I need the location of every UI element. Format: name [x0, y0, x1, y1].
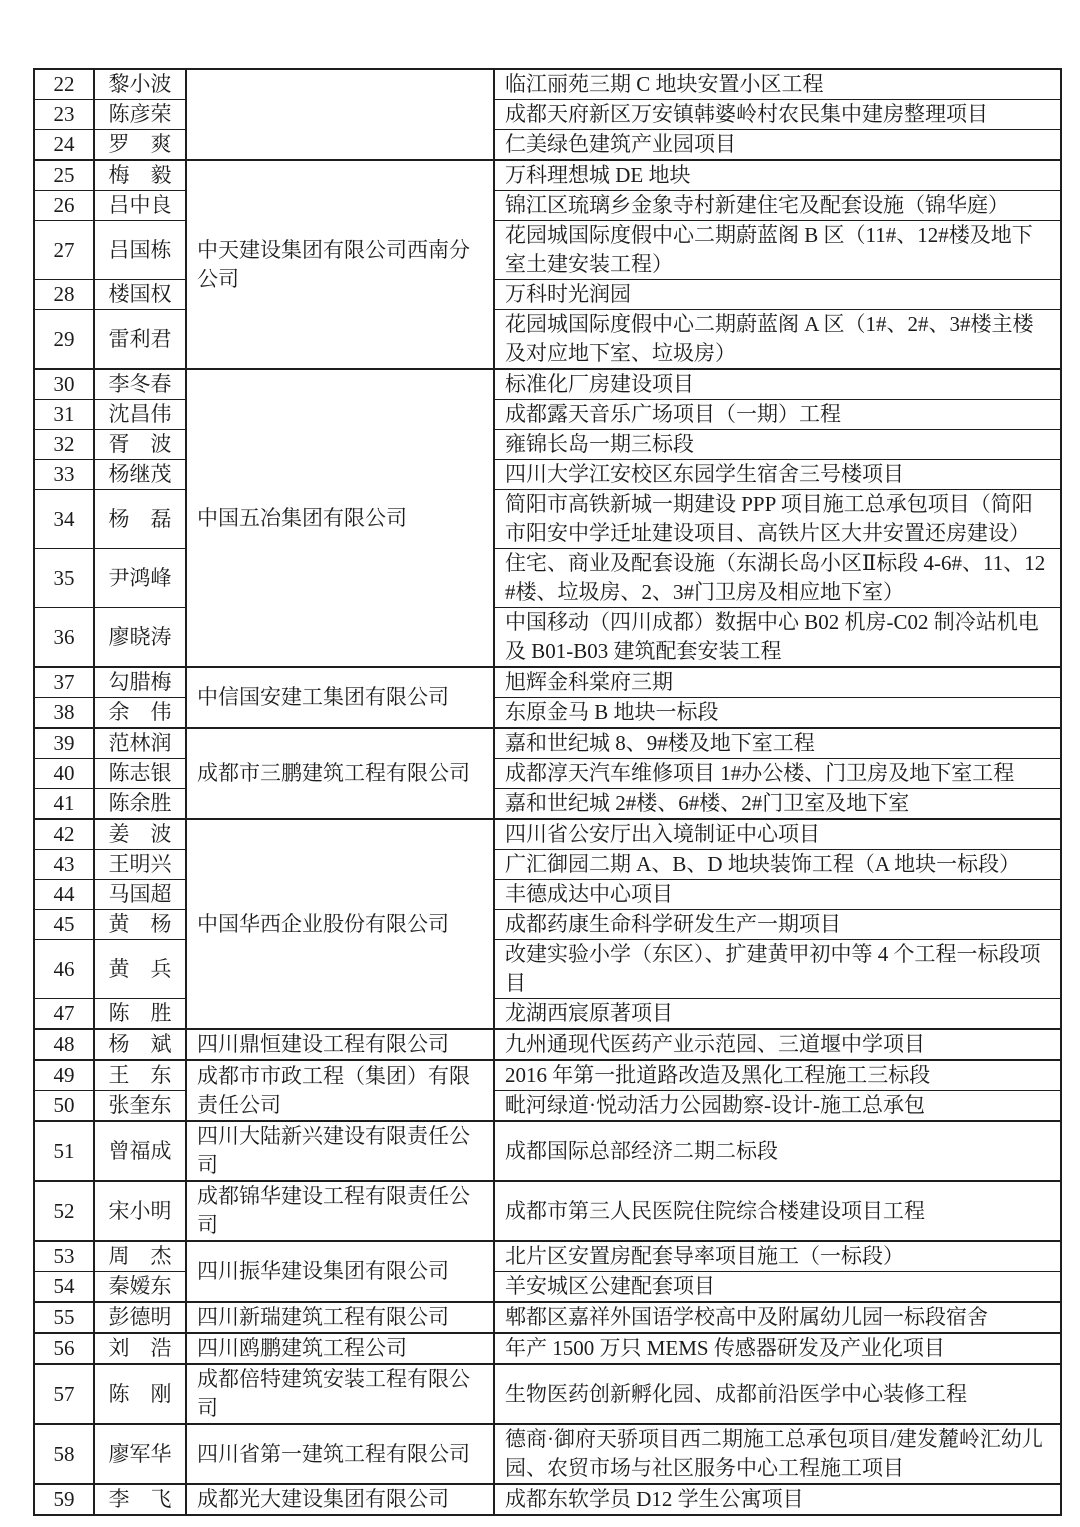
row-number-cell: 23: [34, 100, 94, 130]
name-cell: 刘 浩: [94, 1333, 186, 1364]
project-cell: 丰德成达中心项目: [494, 880, 1061, 910]
row-number-cell: 52: [34, 1181, 94, 1241]
name-cell: 曾福成: [94, 1121, 186, 1181]
company-cell: 四川新瑞建筑工程有限公司: [186, 1302, 494, 1333]
row-number-cell: 44: [34, 880, 94, 910]
table-row: [34, 1181, 1061, 1241]
project-cell: 年产 1500 万只 MEMS 传感器研发及产业化项目: [494, 1333, 1061, 1364]
table-row: [34, 69, 1061, 100]
row-number-cell: 51: [34, 1121, 94, 1181]
project-cell: 简阳市高铁新城一期建设 PPP 项目施工总承包项目（简阳市阳安中学迁址建设项目、高铁片区大井安置还房建设）: [494, 490, 1061, 549]
company-cell: 四川大陆新兴建设有限责任公司: [186, 1121, 494, 1181]
company-cell: 成都锦华建设工程有限责任公司: [186, 1181, 494, 1241]
project-cell: 中国移动（四川成都）数据中心 B02 机房-C02 制冷站机电及 B01-B03 建筑配套安装工程: [494, 608, 1061, 668]
table-row: [34, 667, 1061, 698]
roster-table-body: [34, 69, 1061, 1515]
row-number-cell: 36: [34, 608, 94, 668]
project-cell: 东原金马 B 地块一标段: [494, 698, 1061, 729]
project-cell: 成都市第三人民医院住院综合楼建设项目工程: [494, 1181, 1061, 1241]
project-cell: 成都淳天汽车维修项目 1#办公楼、门卫房及地下室工程: [494, 759, 1061, 789]
name-cell: 廖晓涛: [94, 608, 186, 668]
name-cell: 勾腊梅: [94, 667, 186, 698]
name-cell: 黄 杨: [94, 910, 186, 940]
project-cell: 广汇御园二期 A、B、D 地块装饰工程（A 地块一标段）: [494, 850, 1061, 880]
project-cell: 2016 年第一批道路改造及黑化工程施工三标段: [494, 1060, 1061, 1091]
name-cell: 姜 波: [94, 819, 186, 850]
row-number-cell: 56: [34, 1333, 94, 1364]
table-row: [34, 1424, 1061, 1484]
project-cell: 生物医药创新孵化园、成都前沿医学中心装修工程: [494, 1364, 1061, 1424]
row-number-cell: 40: [34, 759, 94, 789]
table-row: [34, 1484, 1061, 1515]
name-cell: 王明兴: [94, 850, 186, 880]
name-cell: 吕国栋: [94, 221, 186, 280]
table-row: [34, 1333, 1061, 1364]
table-row: [34, 1060, 1061, 1091]
row-number-cell: 59: [34, 1484, 94, 1515]
row-number-cell: 42: [34, 819, 94, 850]
name-cell: 王 东: [94, 1060, 186, 1091]
roster-table: [33, 68, 1062, 1516]
name-cell: 宋小明: [94, 1181, 186, 1241]
company-cell: 成都倍特建筑安装工程有限公司: [186, 1364, 494, 1424]
company-cell: 四川振华建设集团有限公司: [186, 1241, 494, 1302]
name-cell: 梅 毅: [94, 160, 186, 191]
project-cell: 万科时光润园: [494, 280, 1061, 310]
name-cell: 李冬春: [94, 369, 186, 400]
row-number-cell: 30: [34, 369, 94, 400]
name-cell: 彭德明: [94, 1302, 186, 1333]
name-cell: 陈余胜: [94, 789, 186, 820]
row-number-cell: 26: [34, 191, 94, 221]
project-cell: 花园城国际度假中心二期蔚蓝阁 B 区（11#、12#楼及地下室土建安装工程）: [494, 221, 1061, 280]
name-cell: 陈志银: [94, 759, 186, 789]
name-cell: 杨 斌: [94, 1029, 186, 1060]
company-cell: 中国华西企业股份有限公司: [186, 819, 494, 1029]
name-cell: 余 伟: [94, 698, 186, 729]
company-cell: [186, 69, 494, 160]
project-cell: 标准化厂房建设项目: [494, 369, 1061, 400]
table-row: [34, 1241, 1061, 1272]
company-cell: 成都市市政工程（集团）有限责任公司: [186, 1060, 494, 1121]
project-cell: 毗河绿道·悦动活力公园勘察-设计-施工总承包: [494, 1091, 1061, 1122]
name-cell: 罗 爽: [94, 130, 186, 161]
row-number-cell: 25: [34, 160, 94, 191]
row-number-cell: 58: [34, 1424, 94, 1484]
table-row: [34, 369, 1061, 400]
row-number-cell: 57: [34, 1364, 94, 1424]
project-cell: 羊安城区公建配套项目: [494, 1272, 1061, 1303]
name-cell: 楼国权: [94, 280, 186, 310]
company-cell: 四川鼎恒建设工程有限公司: [186, 1029, 494, 1060]
project-cell: 北片区安置房配套导率项目施工（一标段）: [494, 1241, 1061, 1272]
project-cell: 成都天府新区万安镇韩婆岭村农民集中建房整理项目: [494, 100, 1061, 130]
project-cell: 德商·御府天骄项目西二期施工总承包项目/建发麓岭汇幼儿园、农贸市场与社区服务中心工程施工项目: [494, 1424, 1061, 1484]
project-cell: 成都东软学员 D12 学生公寓项目: [494, 1484, 1061, 1515]
row-number-cell: 39: [34, 728, 94, 759]
row-number-cell: 38: [34, 698, 94, 729]
project-cell: 雍锦长岛一期三标段: [494, 430, 1061, 460]
project-cell: 改建实验小学（东区）、扩建黄甲初中等 4 个工程一标段项目: [494, 940, 1061, 999]
table-row: [34, 1302, 1061, 1333]
name-cell: 沈昌伟: [94, 400, 186, 430]
project-cell: 九州通现代医药产业示范园、三道堰中学项目: [494, 1029, 1061, 1060]
project-cell: 花园城国际度假中心二期蔚蓝阁 A 区（1#、2#、3#楼主楼及对应地下室、垃圾房）: [494, 310, 1061, 370]
row-number-cell: 35: [34, 549, 94, 608]
name-cell: 周 杰: [94, 1241, 186, 1272]
name-cell: 黎小波: [94, 69, 186, 100]
name-cell: 吕中良: [94, 191, 186, 221]
row-number-cell: 47: [34, 999, 94, 1030]
project-cell: 成都国际总部经济二期二标段: [494, 1121, 1061, 1181]
table-row: [34, 1364, 1061, 1424]
name-cell: 李 飞: [94, 1484, 186, 1515]
name-cell: 黄 兵: [94, 940, 186, 999]
row-number-cell: 54: [34, 1272, 94, 1303]
table-row: [34, 1121, 1061, 1181]
table-row: [34, 160, 1061, 191]
project-cell: 成都药康生命科学研发生产一期项目: [494, 910, 1061, 940]
name-cell: 陈彦荣: [94, 100, 186, 130]
row-number-cell: 27: [34, 221, 94, 280]
name-cell: 廖军华: [94, 1424, 186, 1484]
row-number-cell: 50: [34, 1091, 94, 1122]
project-cell: 旭辉金科棠府三期: [494, 667, 1061, 698]
project-cell: 住宅、商业及配套设施（东湖长岛小区Ⅱ标段 4-6#、11、12#楼、垃圾房、2、3#门卫房及相应地下室）: [494, 549, 1061, 608]
project-cell: 万科理想城 DE 地块: [494, 160, 1061, 191]
row-number-cell: 22: [34, 69, 94, 100]
row-number-cell: 33: [34, 460, 94, 490]
company-cell: 四川省第一建筑工程有限公司: [186, 1424, 494, 1484]
company-cell: 成都光大建设集团有限公司: [186, 1484, 494, 1515]
name-cell: 杨继茂: [94, 460, 186, 490]
row-number-cell: 28: [34, 280, 94, 310]
company-cell: 中信国安建工集团有限公司: [186, 667, 494, 728]
name-cell: 范林润: [94, 728, 186, 759]
row-number-cell: 49: [34, 1060, 94, 1091]
project-cell: 嘉和世纪城 8、9#楼及地下室工程: [494, 728, 1061, 759]
table-row: [34, 728, 1061, 759]
row-number-cell: 46: [34, 940, 94, 999]
row-number-cell: 34: [34, 490, 94, 549]
project-cell: 四川省公安厅出入境制证中心项目: [494, 819, 1061, 850]
name-cell: 秦嫒东: [94, 1272, 186, 1303]
company-cell: 成都市三鹏建筑工程有限公司: [186, 728, 494, 819]
project-cell: 临江丽苑三期 C 地块安置小区工程: [494, 69, 1061, 100]
row-number-cell: 53: [34, 1241, 94, 1272]
name-cell: 胥 波: [94, 430, 186, 460]
row-number-cell: 55: [34, 1302, 94, 1333]
table-row: [34, 1029, 1061, 1060]
company-cell: 四川鸥鹏建筑工程公司: [186, 1333, 494, 1364]
row-number-cell: 31: [34, 400, 94, 430]
project-cell: 嘉和世纪城 2#楼、6#楼、2#门卫室及地下室: [494, 789, 1061, 820]
project-cell: 仁美绿色建筑产业园项目: [494, 130, 1061, 161]
project-cell: 成都露天音乐广场项目（一期）工程: [494, 400, 1061, 430]
row-number-cell: 24: [34, 130, 94, 161]
row-number-cell: 45: [34, 910, 94, 940]
name-cell: 陈 刚: [94, 1364, 186, 1424]
row-number-cell: 41: [34, 789, 94, 820]
row-number-cell: 48: [34, 1029, 94, 1060]
name-cell: 杨 磊: [94, 490, 186, 549]
name-cell: 尹鸿峰: [94, 549, 186, 608]
name-cell: 张奎东: [94, 1091, 186, 1122]
row-number-cell: 37: [34, 667, 94, 698]
row-number-cell: 32: [34, 430, 94, 460]
company-cell: 中国五冶集团有限公司: [186, 369, 494, 667]
project-cell: 锦江区琉璃乡金象寺村新建住宅及配套设施（锦华庭）: [494, 191, 1061, 221]
company-cell: 中天建设集团有限公司西南分公司: [186, 160, 494, 369]
row-number-cell: 29: [34, 310, 94, 370]
name-cell: 雷利君: [94, 310, 186, 370]
name-cell: 马国超: [94, 880, 186, 910]
project-cell: 郫都区嘉祥外国语学校高中及附属幼儿园一标段宿舍: [494, 1302, 1061, 1333]
row-number-cell: 43: [34, 850, 94, 880]
table-row: [34, 819, 1061, 850]
name-cell: 陈 胜: [94, 999, 186, 1030]
project-cell: 龙湖西宸原著项目: [494, 999, 1061, 1030]
project-cell: 四川大学江安校区东园学生宿舍三号楼项目: [494, 460, 1061, 490]
